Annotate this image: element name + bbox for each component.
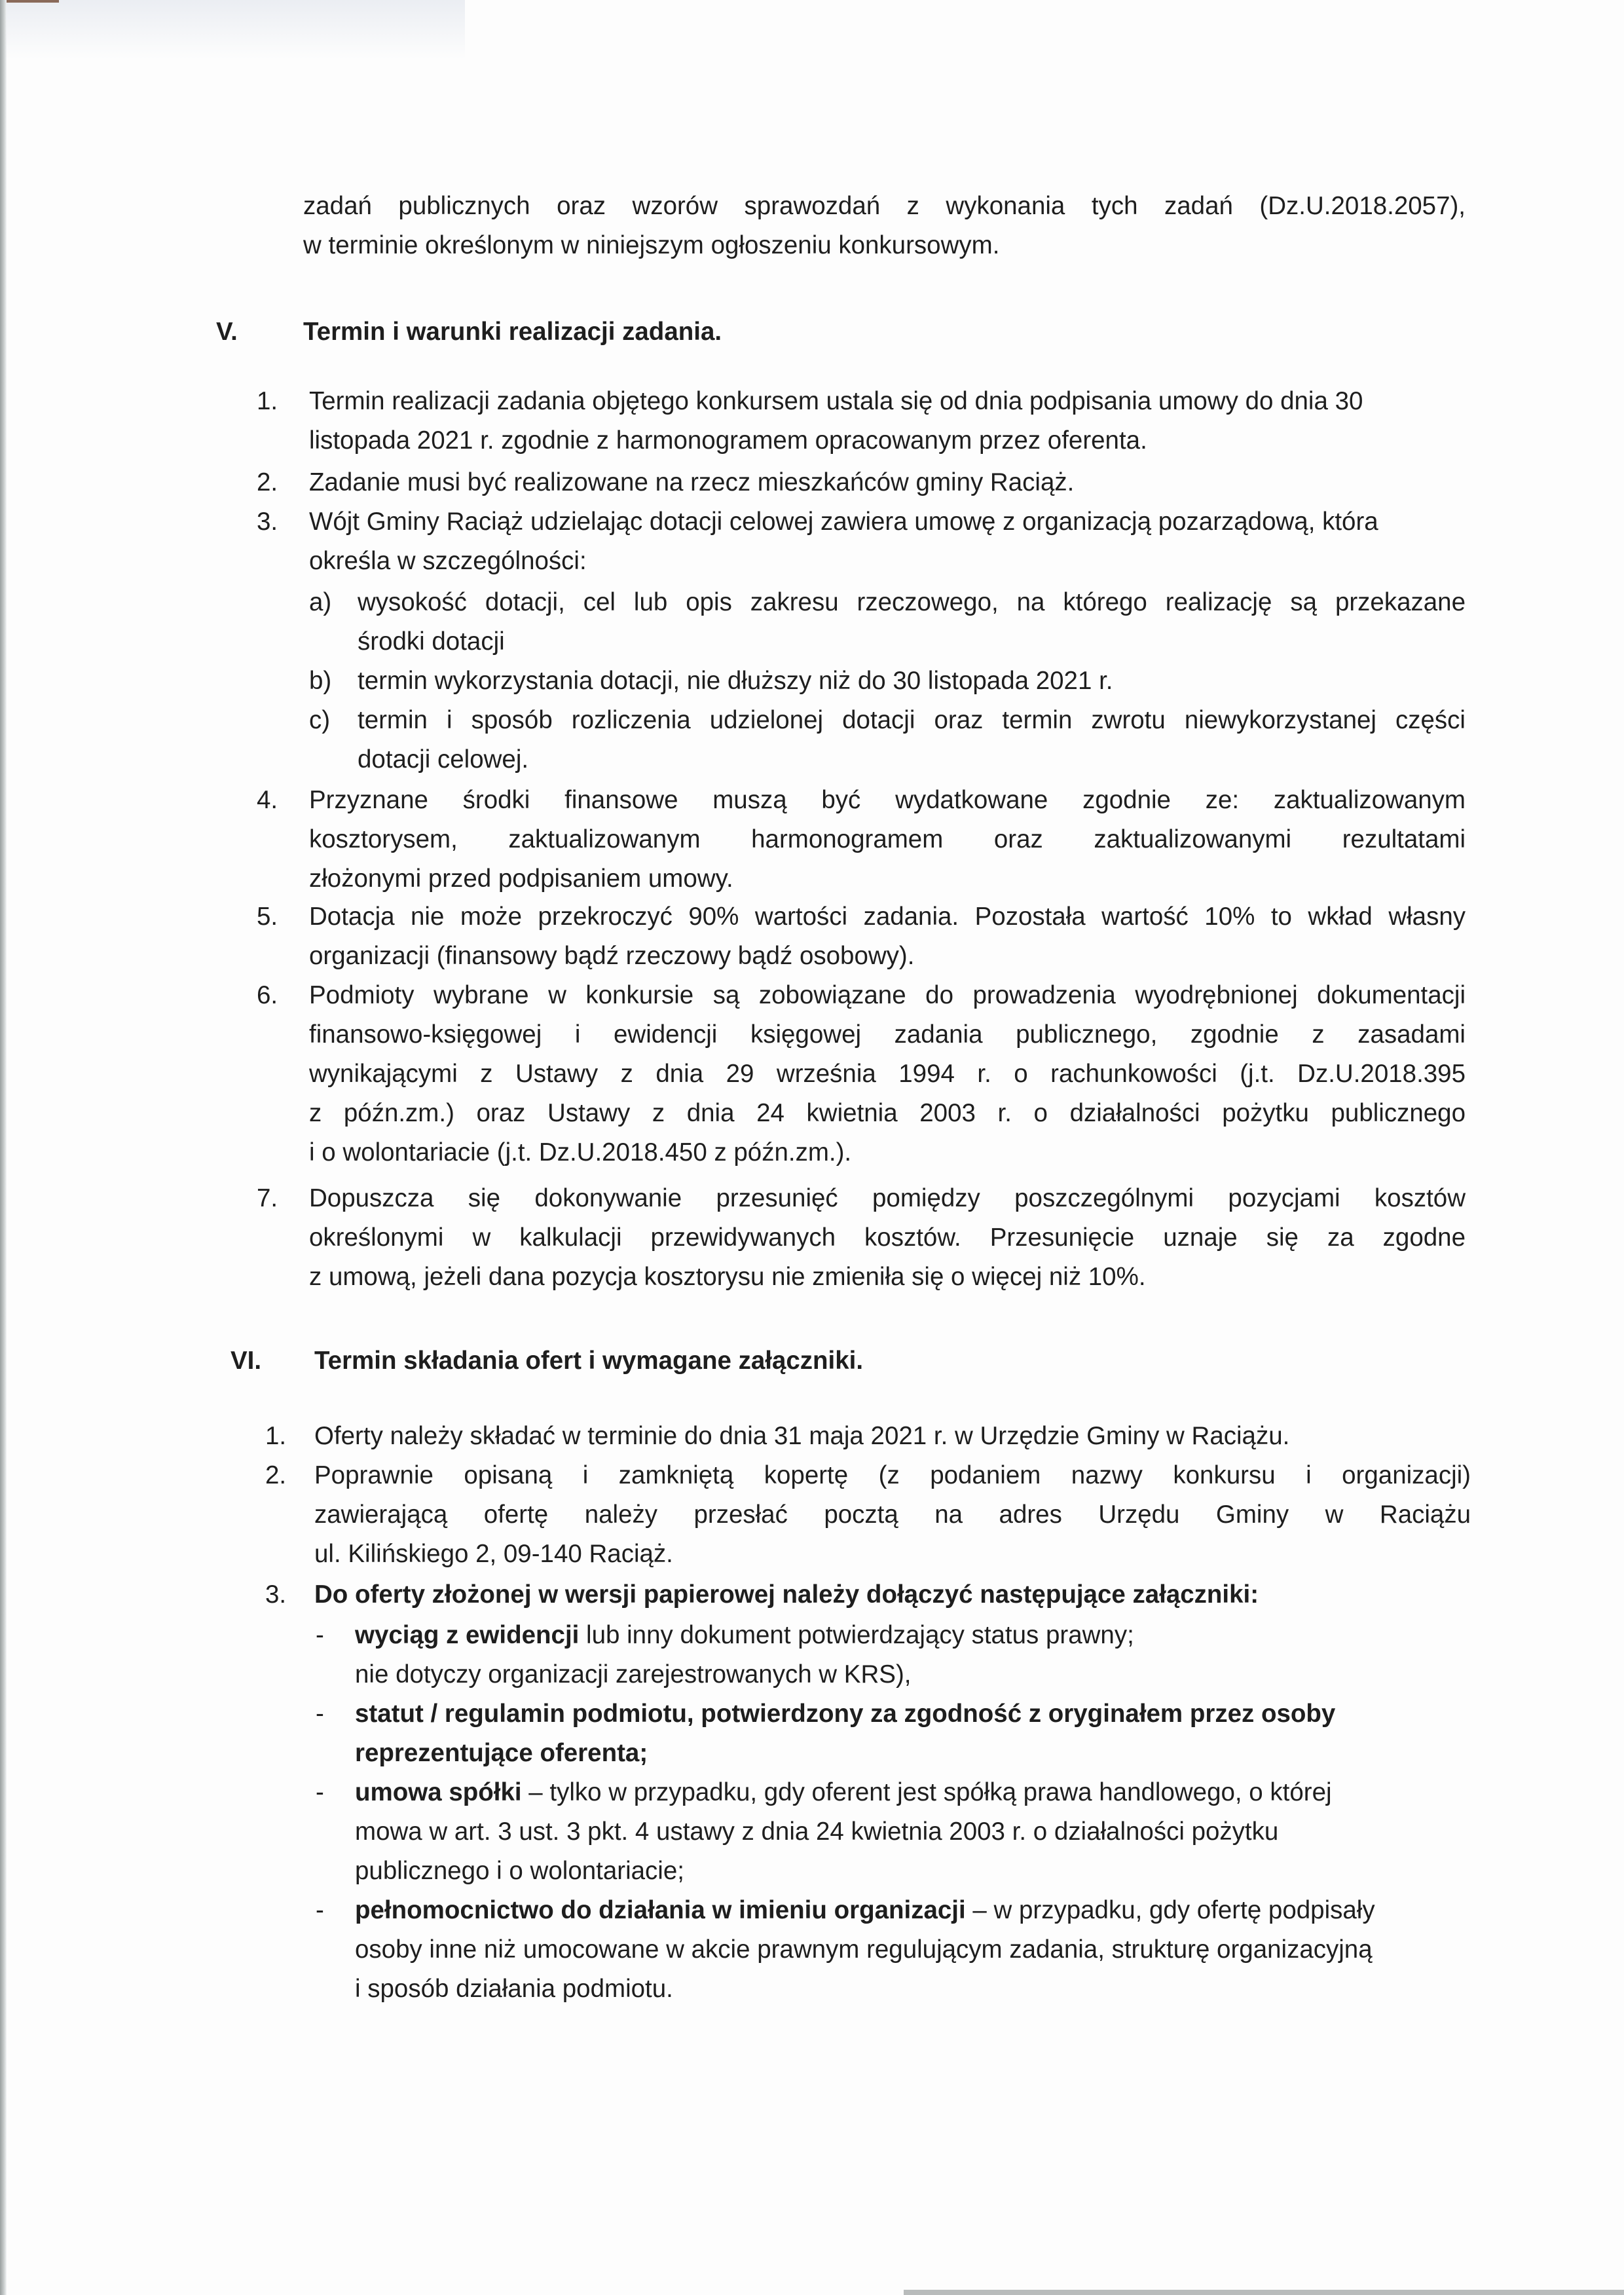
attachment-title: pełnomocnictwo do działania w imieniu organizacji: [355, 1896, 966, 1924]
item-number: 1.: [265, 1422, 287, 1450]
item-line: Dotacja nie może przekroczyć 90% wartości zadania. Pozostała wartość 10% to wkład własny: [309, 903, 1466, 931]
item-number: 5.: [257, 903, 278, 931]
item-number: 7.: [257, 1184, 278, 1212]
item-line: i o wolontariacie (j.t. Dz.U.2018.450 z późn.zm.).: [309, 1138, 852, 1166]
sub-item-letter: c): [309, 706, 331, 734]
item-line: termin wykorzystania dotacji, nie dłuższy niż do 30 listopada 2021 r.: [358, 667, 1113, 695]
item-line: określonymi w kalkulacji przewidywanych kosztów. Przesunięcie uznaje się za zgodne: [309, 1223, 1466, 1252]
item-line: nie dotyczy organizacji zarejestrowanych w KRS),: [355, 1660, 912, 1689]
intro-line: w terminie określonym w niniejszym ogłoszeniu konkursowym.: [303, 231, 1000, 259]
section-number: VI.: [231, 1347, 262, 1375]
section-vi-heading: [231, 1341, 1475, 1381]
item-line: Oferty należy składać w terminie do dnia 31 maja 2021 r. w Urzędzie Gminy w Raciążu.: [314, 1422, 1290, 1450]
item-line: Poprawnie opisaną i zamkniętą kopertę (z podaniem nazwy konkursu i organizacji): [314, 1461, 1471, 1489]
section-number: V.: [216, 318, 238, 346]
bullet-dash: -: [316, 1778, 324, 1806]
section-v-heading: [216, 312, 1460, 352]
item-number: 1.: [257, 387, 278, 415]
sub-item-letter: b): [309, 667, 332, 695]
item-line: określa w szczególności:: [309, 547, 587, 575]
item-line: i sposób działania podmiotu.: [355, 1975, 673, 2003]
item-line: organizacji (finansowy bądź rzeczowy bądź osobowy).: [309, 942, 915, 970]
bullet-dash: -: [316, 1896, 324, 1924]
item-number: 3.: [265, 1580, 287, 1609]
item-number: 2.: [257, 468, 278, 496]
item-line: Termin realizacji zadania objętego konkursem ustala się od dnia podpisania umowy do dnia 30: [309, 387, 1363, 415]
item-line: wynikającymi z Ustawy z dnia 29 września 1994 r. o rachunkowości (j.t. Dz.U.2018.395: [309, 1060, 1466, 1088]
attachment-desc: – tylko w przypadku, gdy oferent jest spółką prawa handlowego, o której: [521, 1778, 1332, 1806]
item-line: Wójt Gminy Raciąż udzielając dotacji celowej zawiera umowę z organizacją pozarządową, która: [309, 508, 1378, 536]
item-line: publicznego i o wolontariacie;: [355, 1857, 684, 1885]
section-title: Termin składania ofert i wymagane załączniki.: [314, 1347, 864, 1375]
item-line: mowa w art. 3 ust. 3 pkt. 4 ustawy z dnia 24 kwietnia 2003 r. o działalności pożytku: [355, 1818, 1279, 1846]
item-line: zawierającą ofertę należy przesłać pocztą na adres Urzędu Gminy w Raciążu: [314, 1501, 1471, 1529]
item-line: wysokość dotacji, cel lub opis zakresu rzeczowego, na którego realizację są przekazane: [358, 588, 1466, 616]
bullet-dash: -: [316, 1700, 324, 1728]
item-line: z późn.zm.) oraz Ustawy z dnia 24 kwietnia 2003 r. o działalności pożytku publicznego: [309, 1099, 1466, 1127]
item-line: środki dotacji: [358, 627, 505, 656]
item-line: kosztorysem, zaktualizowanym harmonogramem oraz zaktualizowanymi rezultatami: [309, 825, 1466, 853]
bullet-dash: -: [316, 1621, 324, 1649]
attachment-title: wyciąg z ewidencji: [355, 1621, 580, 1649]
item-line: termin i sposób rozliczenia udzielonej dotacji oraz termin zwrotu niewykorzystanej części: [358, 706, 1466, 734]
sub-item-letter: a): [309, 588, 332, 616]
attachment-desc: – w przypadku, gdy ofertę podpisały: [965, 1896, 1375, 1924]
item-line: dotacji celowej.: [358, 745, 529, 774]
item-number: 4.: [257, 786, 278, 814]
item-line: złożonymi przed podpisaniem umowy.: [309, 865, 733, 893]
item-line: Przyznane środki finansowe muszą być wydatkowane zgodnie ze: zaktualizowanym: [309, 786, 1466, 814]
item-line: finansowo-księgowej i ewidencji księgowej zadania publicznego, zgodnie z zasadami: [309, 1020, 1466, 1049]
attachment-title: statut / regulamin podmiotu, potwierdzony za zgodność z oryginałem przez osoby: [355, 1700, 1336, 1728]
item-line: osoby inne niż umocowane w akcie prawnym regulującym zadania, strukturę organizacyjną: [355, 1935, 1373, 1964]
item-line: reprezentujące oferenta;: [355, 1739, 648, 1767]
item-line: ul. Kilińskiego 2, 09-140 Raciąż.: [314, 1540, 673, 1568]
section-title: Termin i warunki realizacji zadania.: [303, 318, 722, 346]
item-line: listopada 2021 r. zgodnie z harmonogramem opracowanym przez oferenta.: [309, 426, 1147, 455]
item-line: Do oferty złożonej w wersji papierowej należy dołączyć następujące załączniki:: [314, 1580, 1259, 1609]
item-line: Dopuszcza się dokonywanie przesunięć pomiędzy poszczególnymi pozycjami kosztów: [309, 1184, 1466, 1212]
item-line: z umową, jeżeli dana pozycja kosztorysu nie zmieniła się o więcej niż 10%.: [309, 1263, 1146, 1291]
attachment-title: umowa spółki: [355, 1778, 522, 1806]
item-line: Podmioty wybrane w konkursie są zobowiązane do prowadzenia wyodrębnionej dokumentacji: [309, 981, 1466, 1009]
intro-paragraph: [303, 187, 1466, 265]
item-line: Zadanie musi być realizowane na rzecz mieszkańców gminy Raciąż.: [309, 468, 1075, 496]
attachment-desc: lub inny dokument potwierdzający status prawny;: [579, 1621, 1134, 1649]
item-number: 6.: [257, 981, 278, 1009]
item-number: 3.: [257, 508, 278, 536]
intro-line: zadań publicznych oraz wzorów sprawozdań z wykonania tych zadań (Dz.U.2018.2057),: [303, 192, 1466, 220]
item-number: 2.: [265, 1461, 287, 1489]
